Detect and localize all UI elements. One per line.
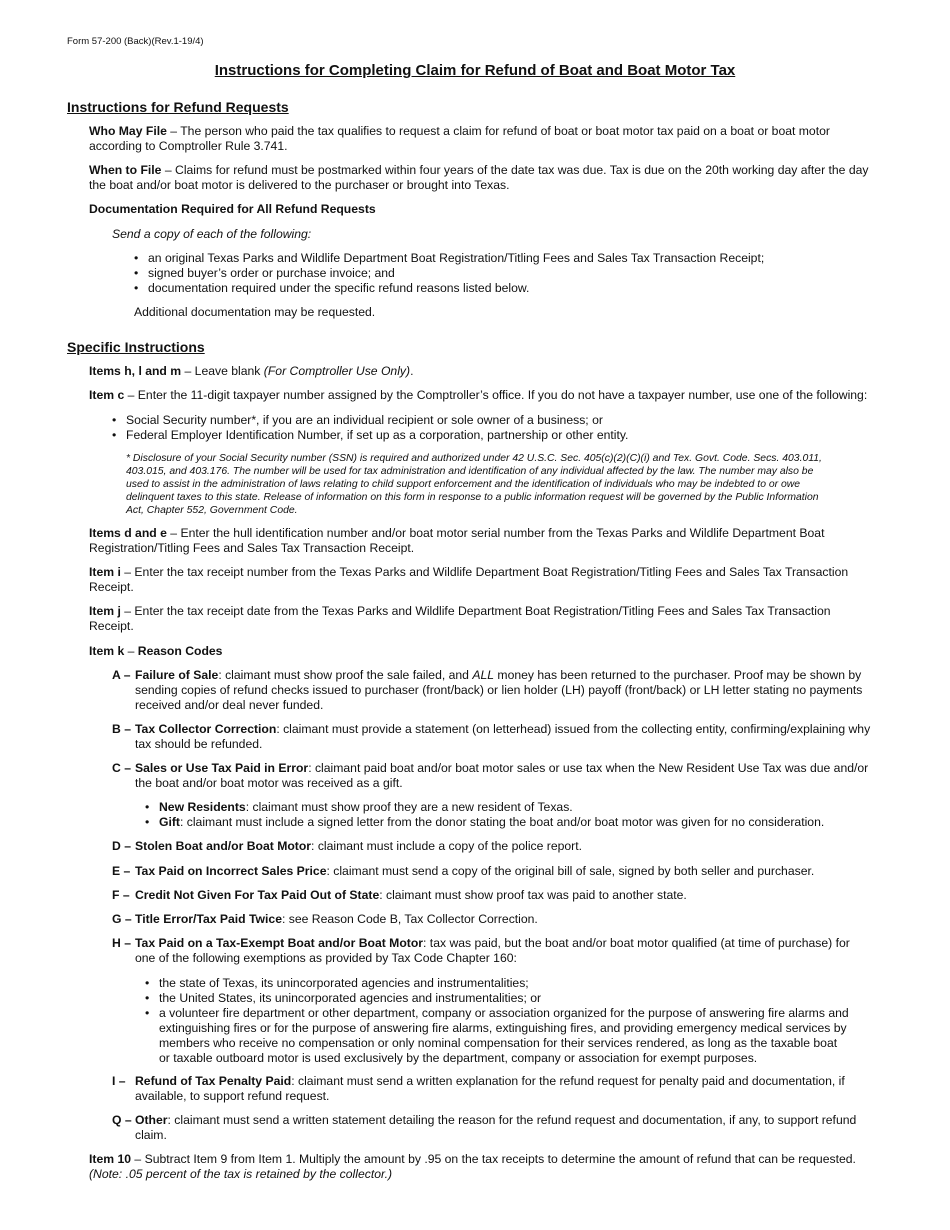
sub-label: New Residents bbox=[159, 800, 246, 814]
item-j-label: Item j bbox=[89, 604, 121, 618]
list-item bbox=[145, 800, 865, 815]
reason-code-q bbox=[112, 1113, 872, 1143]
items-de-paragraph bbox=[89, 526, 869, 556]
code-text: : claimant must provide a statement (on letterhead) issued from the collecting entity, confirming/explaining why tax should be refunded. bbox=[135, 722, 871, 751]
items-hlm-end: . bbox=[410, 364, 414, 378]
list-item: • Federal Employer Identification Number, if set up as a corporation, partnership or other entity. bbox=[112, 428, 852, 443]
code-letter: F – bbox=[112, 888, 130, 902]
code-letter: H – bbox=[112, 936, 131, 950]
list-item: • a volunteer fire department or other department, company or association organized for the purpose of answering fire alarms and extinguishing fires or for the purpose of answering fire alarms, extinguishing fires, and providing emergency medical services by members who receive no compensation or only nominal compensation for their services rendered, as long as the taxable boat or taxable outboard motor is used exclusively by the department, company or association for exempt purposes. bbox=[145, 1006, 850, 1066]
separator: – bbox=[124, 644, 138, 658]
code-title: Tax Paid on Incorrect Sales Price bbox=[135, 864, 327, 878]
reason-code-f bbox=[112, 888, 872, 903]
code-title: Credit Not Given For Tax Paid Out of State bbox=[135, 888, 380, 902]
separator: – bbox=[124, 388, 138, 402]
separator: – bbox=[131, 1152, 145, 1166]
items-hlm-text: Leave blank bbox=[194, 364, 264, 378]
code-text: : claimant must include a copy of the police report. bbox=[311, 839, 583, 853]
code-title: Tax Paid on a Tax-Exempt Boat and/or Boat Motor bbox=[135, 936, 424, 950]
item-c-paragraph bbox=[89, 388, 879, 403]
item-c-text: Enter the 11-digit taxpayer number assigned by the Comptroller’s office. If you do not have a taxpayer number, use one of the following: bbox=[137, 388, 868, 402]
separator: – bbox=[120, 604, 135, 618]
sub-text: : claimant must include a signed letter from the donor stating the boat and/or boat motor was given for no consideration. bbox=[179, 815, 825, 829]
when-to-file-label: When to File bbox=[89, 163, 162, 177]
code-text: : claimant must show proof the sale failed, and bbox=[218, 668, 473, 682]
code-title: Other bbox=[135, 1113, 168, 1127]
reason-code-c bbox=[112, 761, 872, 791]
item-c-label: Item c bbox=[89, 388, 125, 402]
code-title: Stolen Boat and/or Boat Motor bbox=[135, 839, 312, 853]
reason-h-sub-list bbox=[145, 976, 850, 1066]
list-item: • Social Security number*, if you are an individual recipient or sole owner of a business; or bbox=[112, 413, 852, 428]
form-id: Form 57-200 (Back)(Rev.1-19/4) bbox=[67, 36, 204, 47]
items-hlm-paragraph bbox=[89, 364, 869, 379]
code-letter: D – bbox=[112, 839, 131, 853]
separator: – bbox=[166, 124, 181, 138]
specific-instructions-heading: Specific Instructions bbox=[67, 339, 205, 355]
item-i-label: Item i bbox=[89, 565, 121, 579]
item-j-paragraph bbox=[89, 604, 869, 634]
items-de-text: Enter the hull identification number and/or boat motor serial number from the Texas Parks and Wildlife Department Boat Registration/Titling Fees and Sales Tax Transaction Receipt. bbox=[89, 526, 825, 555]
item-k-label: Item k bbox=[89, 644, 125, 658]
items-hlm-label: Items h, l and m bbox=[89, 364, 182, 378]
reason-code-i bbox=[112, 1074, 872, 1104]
item-k-title: Reason Codes bbox=[137, 644, 223, 658]
list-item bbox=[145, 815, 865, 830]
send-copy-instruction: Send a copy of each of the following: bbox=[112, 227, 312, 241]
reason-c-sub-list bbox=[145, 800, 865, 830]
reason-code-g bbox=[112, 912, 872, 927]
code-emphasis: ALL bbox=[472, 668, 495, 682]
list-item: • an original Texas Parks and Wildlife Department Boat Registration/Titling Fees and Sales Tax Transaction Receipt; bbox=[134, 251, 854, 266]
when-to-file-paragraph bbox=[89, 163, 869, 193]
code-text: : claimant must send a copy of the original bill of sale, signed by both seller and purchaser. bbox=[326, 864, 815, 878]
list-item: • documentation required under the specific refund reasons listed below. bbox=[134, 281, 854, 296]
separator: – bbox=[166, 526, 181, 540]
code-letter: G – bbox=[112, 912, 132, 926]
reason-code-h bbox=[112, 936, 872, 966]
who-may-file-text: The person who paid the tax qualifies to request a claim for refund of boat or boat motor tax paid on a boat or boat motor according to Comptroller Rule 3.741. bbox=[89, 124, 830, 153]
separator: – bbox=[181, 364, 195, 378]
who-may-file-label: Who May File bbox=[89, 124, 167, 138]
additional-documentation-note: Additional documentation may be requested. bbox=[134, 305, 376, 319]
code-text: : claimant must show proof tax was paid to another state. bbox=[379, 888, 687, 902]
refund-requests-heading: Instructions for Refund Requests bbox=[67, 99, 289, 115]
list-item: • the state of Texas, its unincorporated agencies and instrumentalities; bbox=[145, 976, 850, 991]
when-to-file-text: Claims for refund must be postmarked within four years of the date tax was due. Tax is due on the 20th working day after the day the boat and/or boat motor is delivered to the purchaser or brought into Texas. bbox=[89, 163, 869, 192]
code-text: : claimant paid boat and/or boat motor sales or use tax when the New Resident Use Tax was due and/or the boat and/or boat motor was received as a gift. bbox=[135, 761, 869, 790]
code-letter: C – bbox=[112, 761, 131, 775]
reason-code-e bbox=[112, 864, 872, 879]
item-10-paragraph bbox=[89, 1152, 879, 1182]
code-title: Sales or Use Tax Paid in Error bbox=[135, 761, 309, 775]
code-letter: E – bbox=[112, 864, 131, 878]
who-may-file-paragraph bbox=[89, 124, 869, 154]
sub-text: : claimant must show proof they are a new resident of Texas. bbox=[245, 800, 573, 814]
code-text: : tax was paid, but the boat and/or boat motor qualified (at time of purchase) for one of the following exemptions as provided by Tax Code Chapter 160: bbox=[135, 936, 850, 965]
code-title: Title Error/Tax Paid Twice bbox=[135, 912, 282, 926]
separator: – bbox=[120, 565, 135, 579]
code-letter: I – bbox=[112, 1074, 126, 1088]
code-text: : claimant must send a written explanation for the refund request for penalty paid and documentation, if available, to support refund request. bbox=[135, 1074, 845, 1103]
reason-code-d bbox=[112, 839, 872, 854]
code-text: : claimant must send a written statement detailing the reason for the refund request and documentation, if any, to support refund claim. bbox=[135, 1113, 857, 1142]
code-text: money has been returned to the purchaser. Proof may be shown by sending copies of refund checks issued to purchaser (front/back) or lien holder (LH) payoff (front/back) or LH letter stating no payments received and/or deal never funded. bbox=[135, 668, 863, 712]
documentation-heading: Documentation Required for All Refund Requests bbox=[89, 202, 376, 216]
items-de-label: Items d and e bbox=[89, 526, 167, 540]
documentation-list bbox=[134, 251, 854, 296]
reason-code-b bbox=[112, 722, 872, 752]
code-title: Tax Collector Correction bbox=[135, 722, 277, 736]
separator: – bbox=[161, 163, 176, 177]
code-title: Refund of Tax Penalty Paid bbox=[135, 1074, 292, 1088]
item-10-note: (Note: .05 percent of the tax is retained by the collector.) bbox=[89, 1167, 393, 1181]
code-letter: Q – bbox=[112, 1113, 132, 1127]
item-10-text: Subtract Item 9 from Item 1. Multiply the amount by .95 on the tax receipts to determine the amount of refund that can be requested. bbox=[144, 1152, 856, 1166]
list-item: • the United States, its unincorporated agencies and instrumentalities; or bbox=[145, 991, 850, 1006]
item-i-paragraph bbox=[89, 565, 869, 595]
reason-code-a bbox=[112, 668, 872, 713]
ssn-disclosure-note: * Disclosure of your Social Security number (SSN) is required and authorized under 42 U.S.C. Sec. 405(c)(2)(C)(i) and Tex. Govt. Code. Secs. 403.011, 403.015, and 403.176. The number will be used for tax administration and identification of any individual affected by the law. The number may also be used to assist in the administration of laws relating to child support enforcement and the identification of individuals who may be indebted to or owe delinquent taxes to this state. Release of information on this form in response to a public information request will be governed by the Public Information Act, Chapter 552, Government Code. bbox=[126, 453, 822, 516]
code-letter: B – bbox=[112, 722, 131, 736]
item-j-text: Enter the tax receipt date from the Texas Parks and Wildlife Department Boat Registration/Titling Fees and Sales Tax Transaction Receipt. bbox=[89, 604, 831, 633]
page-title: Instructions for Completing Claim for Refund of Boat and Boat Motor Tax bbox=[214, 62, 736, 79]
items-hlm-note: (For Comptroller Use Only) bbox=[263, 364, 411, 378]
item-10-label: Item 10 bbox=[89, 1152, 132, 1166]
item-c-options-list bbox=[112, 413, 852, 443]
item-k-heading bbox=[89, 644, 869, 659]
item-i-text: Enter the tax receipt number from the Texas Parks and Wildlife Department Boat Registration/Titling Fees and Sales Tax Transaction Receipt. bbox=[89, 565, 849, 594]
sub-label: Gift bbox=[159, 815, 180, 829]
code-title: Failure of Sale bbox=[135, 668, 219, 682]
code-text: : see Reason Code B, Tax Collector Correction. bbox=[281, 912, 538, 926]
code-letter: A – bbox=[112, 668, 131, 682]
list-item: • signed buyer’s order or purchase invoice; and bbox=[134, 266, 854, 281]
